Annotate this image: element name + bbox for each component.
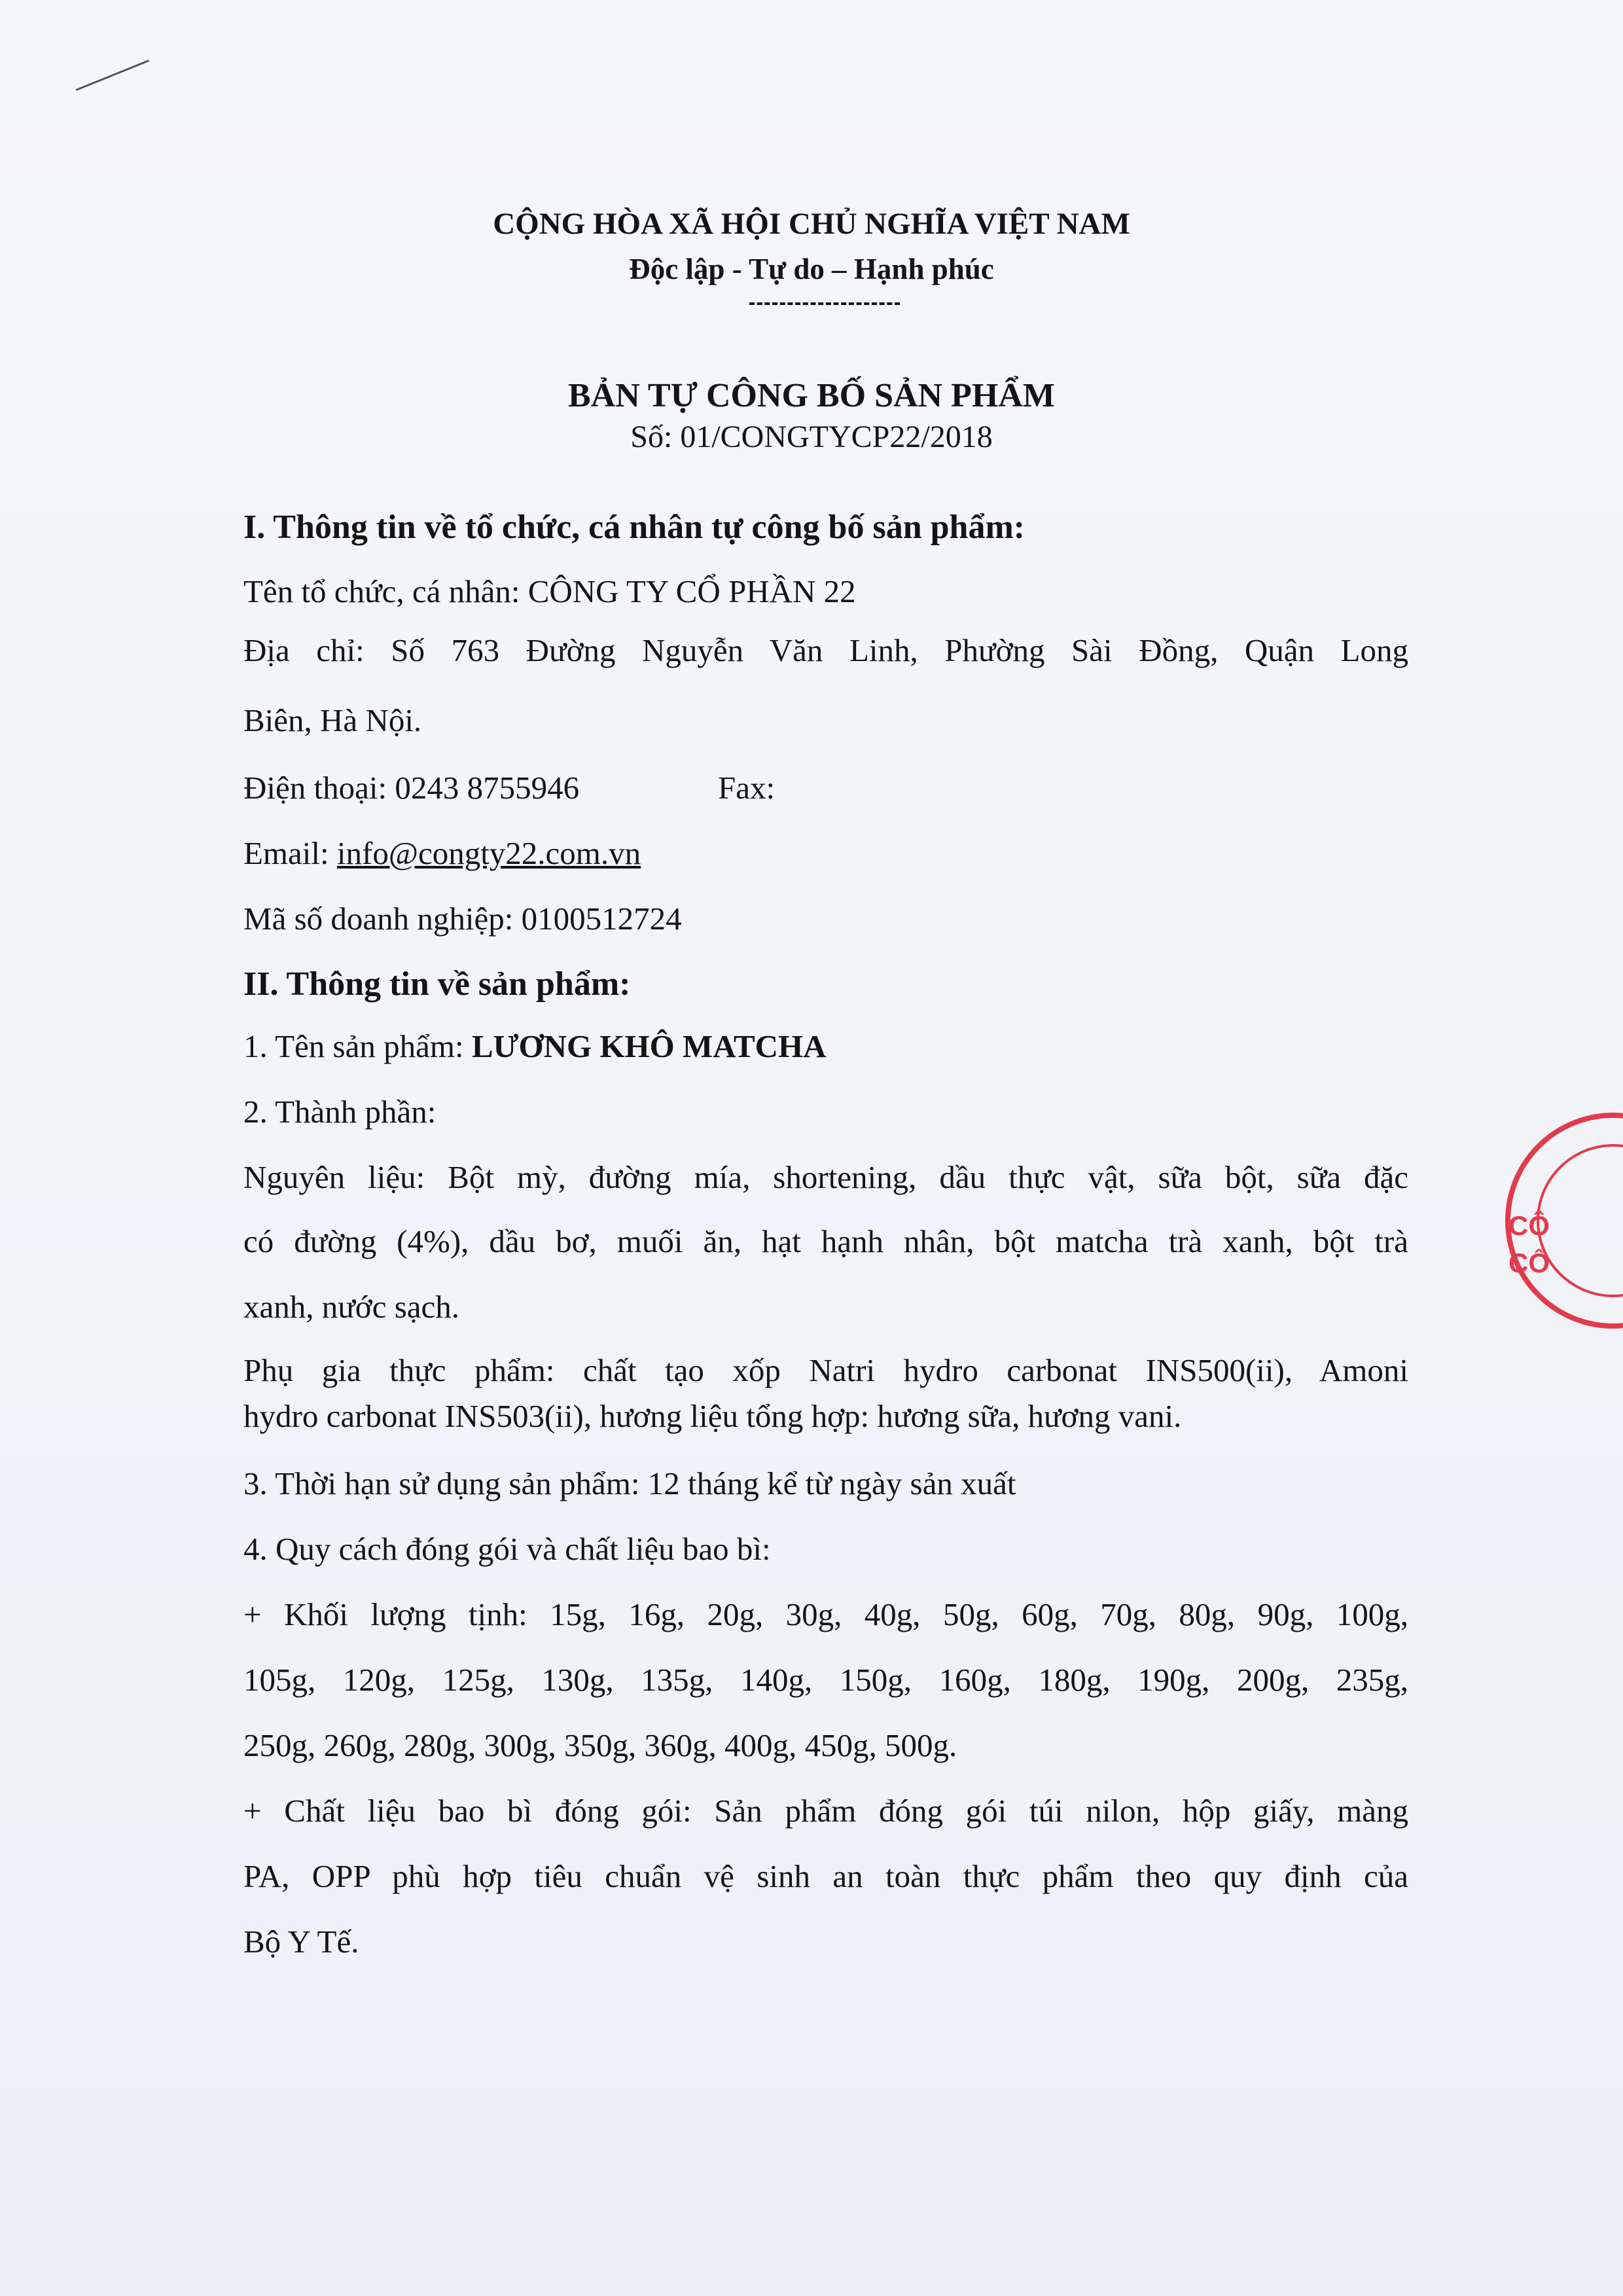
- shelf-life: 3. Thời hạn sử dụng sản phẩm: 12 tháng kể từ ngày sản xuất: [243, 1465, 1016, 1501]
- email-label: Email:: [243, 835, 337, 871]
- fax: Fax:: [718, 770, 776, 806]
- raw-materials-line-1: Nguyên liệu: Bột mỳ, đường mía, shortening, dầu thực vật, sữa bột, sữa đặc: [243, 1159, 1408, 1195]
- address-line-1: Địa chỉ: Số 763 Đường Nguyễn Văn Linh, Phường Sài Đồng, Quận Long: [243, 632, 1408, 668]
- document-number: Số: 01/CONGTYCP22/2018: [630, 420, 993, 454]
- document-title: BẢN TỰ CÔNG BỐ SẢN PHẨM: [568, 377, 1055, 414]
- motto-underline: [749, 302, 900, 305]
- net-weight-line-2: 105g, 120g, 125g, 130g, 135g, 140g, 150g, 160g, 180g, 190g, 200g, 235g,: [243, 1662, 1408, 1698]
- material-line-2: PA, OPP phù hợp tiêu chuẩn vệ sinh an toàn thực phẩm theo quy định của: [243, 1858, 1408, 1894]
- address-line-2: Biên, Hà Nội.: [243, 702, 422, 738]
- section-2-heading: II. Thông tin về sản phẩm:: [243, 965, 631, 1003]
- raw-materials-line-3: xanh, nước sạch.: [243, 1289, 460, 1325]
- nation-heading: CỘNG HÒA XÃ HỘI CHỦ NGHĨA VIỆT NAM: [493, 207, 1130, 241]
- stamp-line-1: CÔ: [1508, 1210, 1550, 1241]
- org-name: CÔNG TY CỔ PHẦN 22: [527, 573, 856, 609]
- scan-mark: [76, 60, 160, 118]
- phone-fax-line: [243, 769, 1408, 808]
- motto: Độc lập - Tự do – Hạnh phúc: [629, 253, 994, 285]
- email-link[interactable]: info@congty22.com.vn: [336, 835, 641, 871]
- org-name-label: Tên tổ chức, cá nhân:: [243, 573, 528, 609]
- stamp-line-2: CỔ: [1508, 1247, 1550, 1278]
- email-line: [243, 834, 1408, 873]
- product-name: LƯƠNG KHÔ MATCHA: [471, 1028, 827, 1064]
- additives-line-1: Phụ gia thực phẩm: chất tạo xốp Natri hydro carbonat INS500(ii), Amoni: [243, 1352, 1408, 1388]
- raw-materials-line-2: có đường (4%), dầu bơ, muối ăn, hạt hạnh nhân, bột matcha trà xanh, bột trà: [243, 1223, 1408, 1259]
- product-name-line: [243, 1028, 1408, 1066]
- phone: Điện thoại: 0243 8755946: [243, 770, 580, 806]
- packaging-heading: 4. Quy cách đóng gói và chất liệu bao bì:: [243, 1531, 771, 1567]
- tax-code: Mã số doanh nghiệp: 0100512724: [243, 901, 682, 937]
- stamp-text: [1508, 1208, 1550, 1282]
- section-1-heading: I. Thông tin về tổ chức, cá nhân tự công bố sản phẩm:: [243, 509, 1026, 546]
- net-weight-line-3: 250g, 260g, 280g, 300g, 350g, 360g, 400g, 450g, 500g.: [243, 1727, 957, 1763]
- net-weight-line-1: + Khối lượng tịnh: 15g, 16g, 20g, 30g, 40g, 50g, 60g, 70g, 80g, 90g, 100g,: [243, 1596, 1408, 1632]
- material-line-3: Bộ Y Tế.: [243, 1924, 359, 1960]
- ingredients-heading: 2. Thành phần:: [243, 1094, 437, 1130]
- material-line-1: + Chất liệu bao bì đóng gói: Sản phẩm đóng gói túi nilon, hộp giấy, màng: [243, 1793, 1408, 1829]
- org-name-line: [243, 573, 1408, 611]
- additives-line-2: hydro carbonat INS503(ii), hương liệu tổng hợp: hương sữa, hương vani.: [243, 1398, 1182, 1434]
- product-label: 1. Tên sản phẩm:: [243, 1028, 472, 1064]
